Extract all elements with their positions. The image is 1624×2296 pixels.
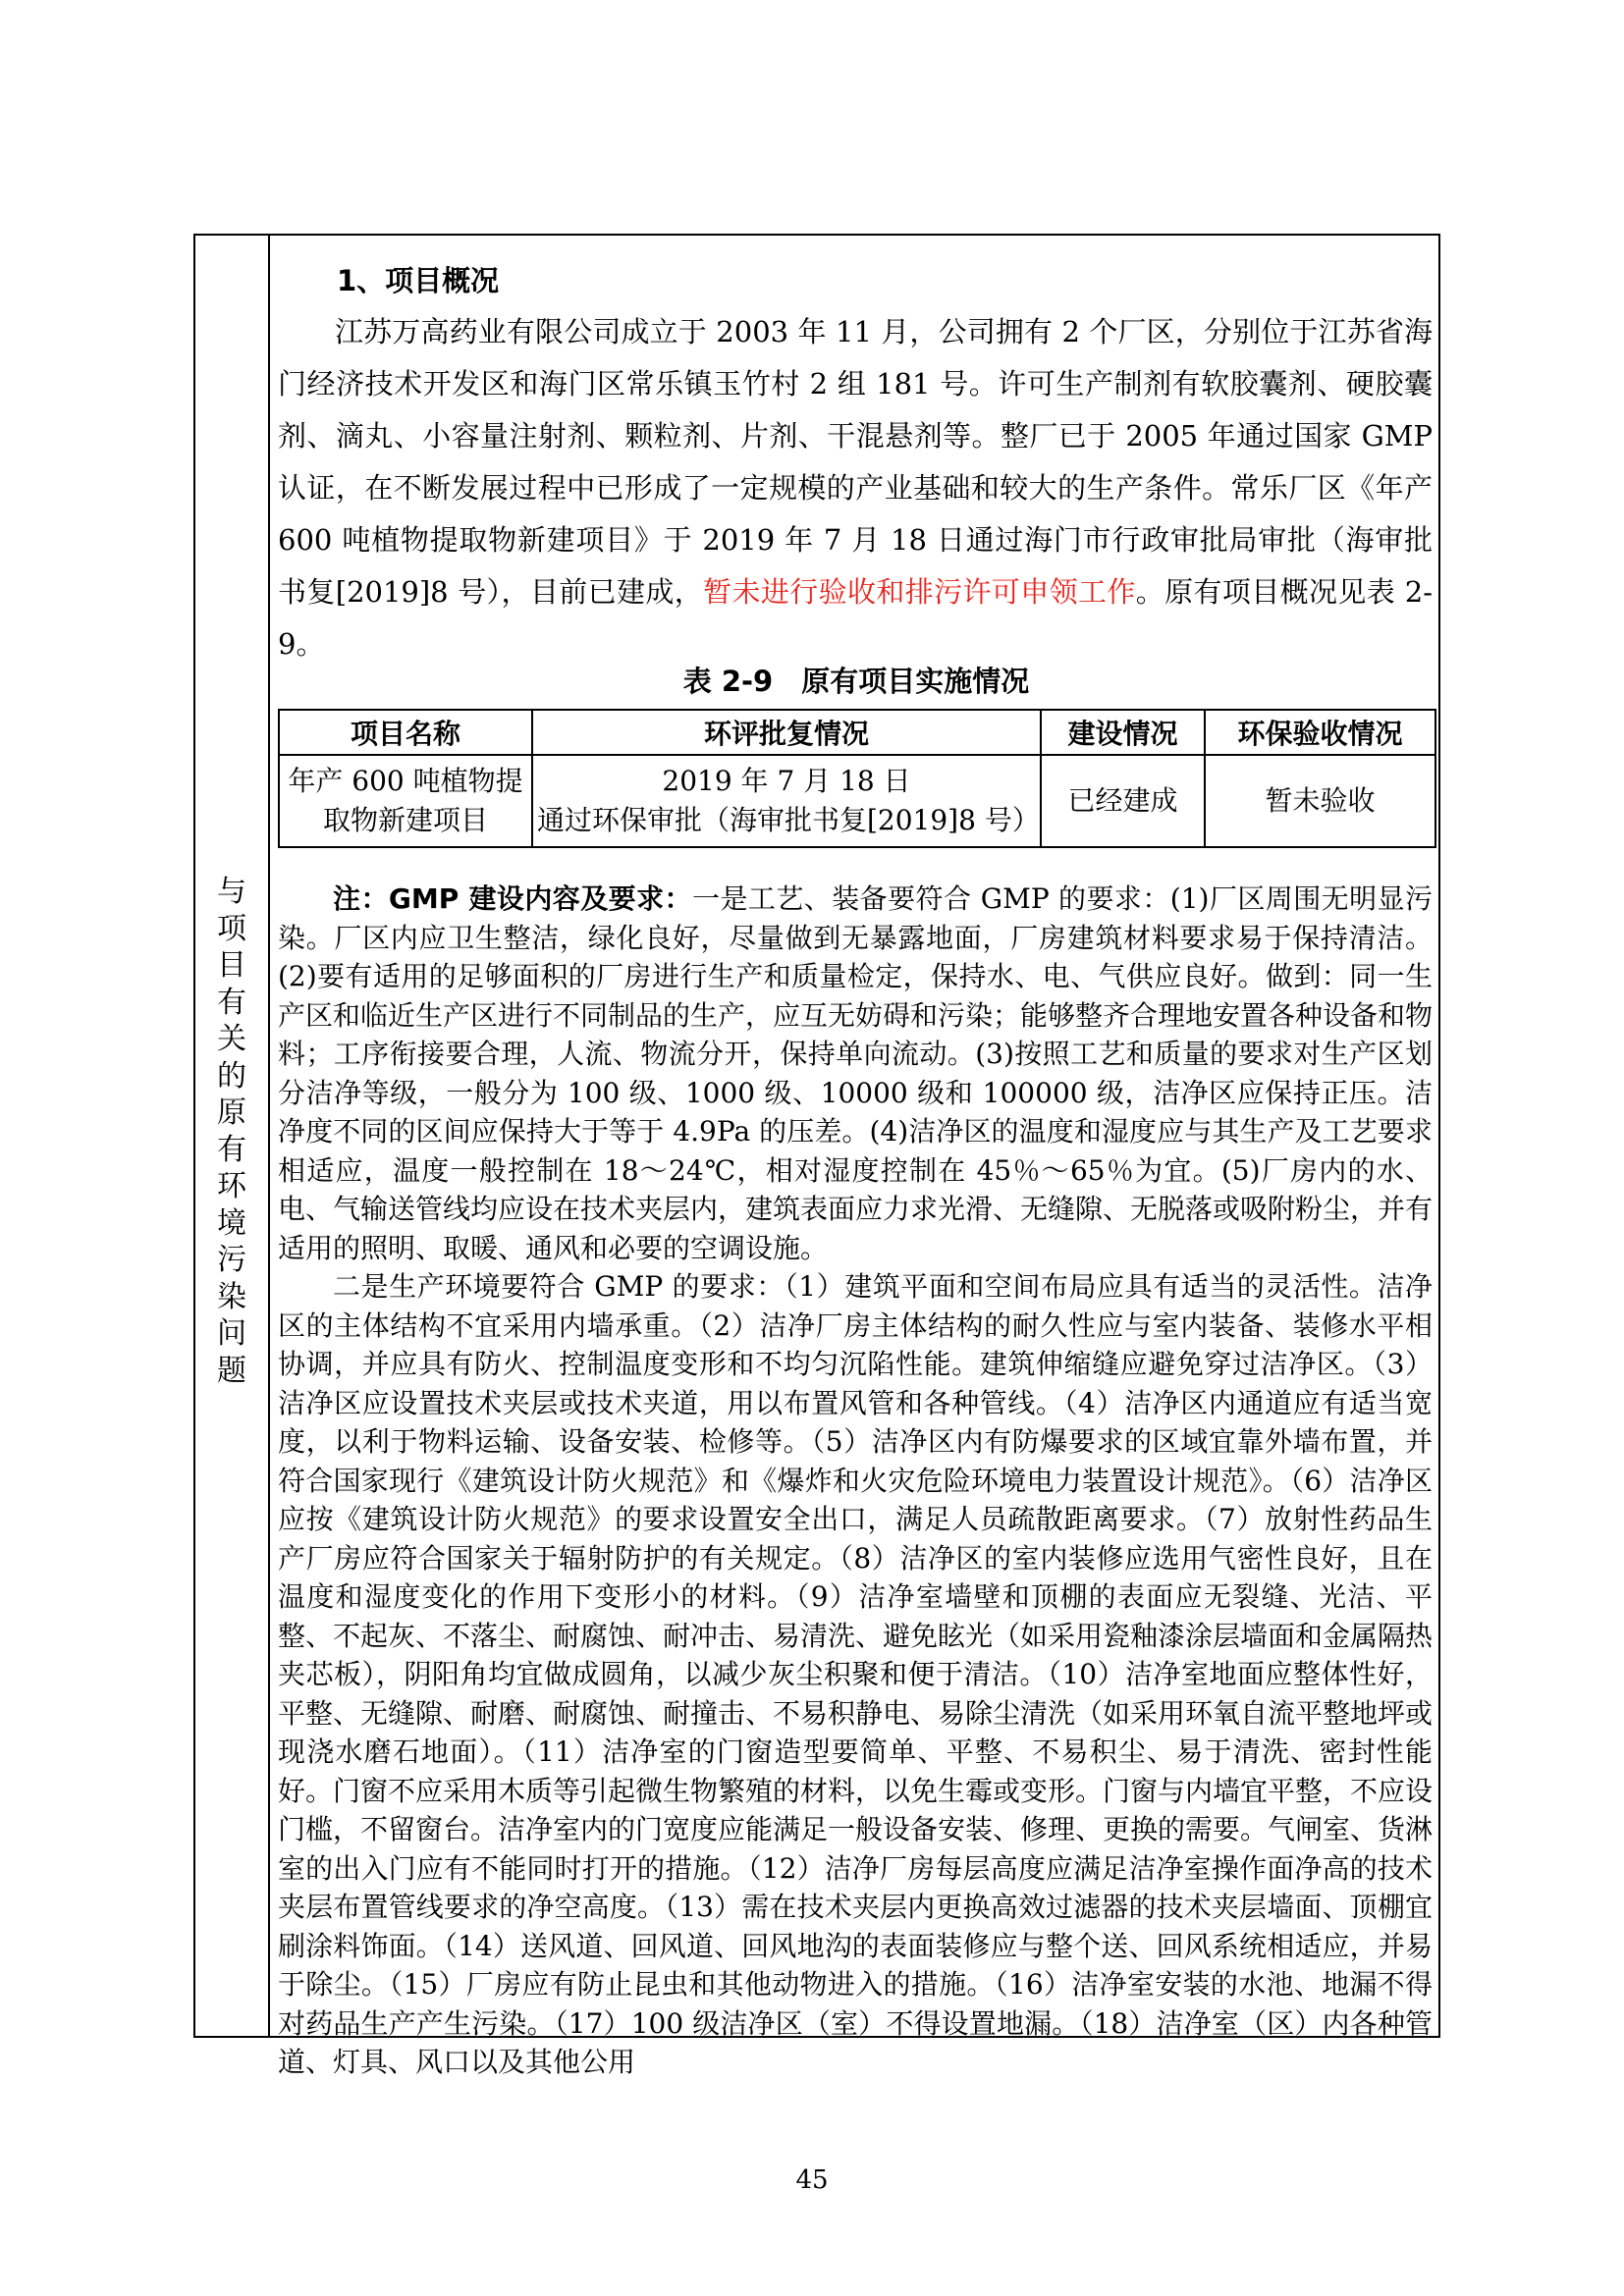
gmp-note <box>278 880 1433 2082</box>
label-char: 有 <box>217 985 246 1020</box>
section-heading: 1、项目概况 <box>337 264 500 297</box>
cell-construction: 已经建成 <box>1041 755 1205 847</box>
page-frame <box>193 234 1440 2078</box>
cell-line: 通过环保审批（海审批书复[2019]8 号） <box>537 804 1040 836</box>
table-title: 表 2-9 原有项目实施情况 <box>682 665 1030 698</box>
note-label: 注：GMP 建设内容及要求： <box>333 882 692 915</box>
label-char: 境 <box>217 1205 246 1241</box>
label-char: 与 <box>217 875 246 909</box>
overview-text: 江苏万高药业有限公司成立于 2003 年 11 月，公司拥有 2 个厂区，分别位于江苏省海门经济技术开发区和海门区常乐镇玉竹村 2 组 181 号。许可生产制剂有软胶囊剂、硬胶囊剂、滴丸、小容量注射剂、颗粒剂、片剂、干混悬剂等。整厂已于 2005 年通过国家 GMP 认证，在不断发展过程中已形成了一定规模的产业基础和较大的生产条件。常乐厂区《年产 600 吨植物提取物新建项目》于 2019 年 7 月 18 日通过海门市行政审批局审批（海审批书复[2019]8 号），目前已建成， <box>278 315 1433 609</box>
header-approval: 环评批复情况 <box>532 710 1041 755</box>
header-construction: 建设情况 <box>1041 710 1205 755</box>
label-char: 有 <box>217 1132 246 1167</box>
header-project-name: 项目名称 <box>279 710 532 755</box>
label-char: 题 <box>217 1353 246 1388</box>
table-header-row <box>279 710 1435 755</box>
overview-highlight: 暂未进行验收和排污许可申领工作 <box>703 575 1136 609</box>
cell-acceptance: 暂未验收 <box>1205 755 1435 847</box>
left-column <box>195 236 270 2036</box>
note-text-1: 一是工艺、装备要符合 GMP 的要求：(1)厂区周围无明显污染。厂区内应卫生整洁，绿化良好，尽量做到无暴露地面，厂房建筑材料要求易于保持清洁。(2)要有适用的足够面积的厂房进行生产和质量检定，保持水、电、气供应良好。做到：同一生产区和临近生产区进行不同制品的生产，应互无妨碍和污染；能够整齐合理地安置各种设备和物料；工序衔接要合理，人流、物流分开，保持单向流动。(3)按照工艺和质量的要求对生产区划分洁净等级，一般分为 100 级、1000 级、10000 级和 100000 级，洁净区应保持正压。洁净度不同的区间应保持大于等于 4.9Pa 的压差。(4)洁净区的温度和湿度应与其生产及工艺要求相适应，温度一般控制在 18～24℃，相对湿度控制在 45％～65％为宜。(5)厂房内的水、电、气输送管线均应设在技术夹层内，建筑表面应力求光滑、无缝隙、无脱落或吸附粉尘，并有适用的照明、取暖、通风和必要的空调设施。 <box>278 882 1434 1264</box>
label-char: 关 <box>217 1022 246 1056</box>
label-char: 原 <box>217 1095 246 1130</box>
label-char: 问 <box>217 1316 246 1351</box>
left-column-label <box>195 874 268 1389</box>
cell-line: 年产 600 吨植物提 <box>288 765 523 797</box>
cell-approval <box>532 755 1041 847</box>
cell-line: 2019 年 7 月 18 日 <box>662 765 911 797</box>
note-paragraph-1 <box>278 880 1433 1267</box>
label-char: 目 <box>217 948 246 983</box>
label-char: 染 <box>217 1279 246 1314</box>
project-table <box>278 709 1436 848</box>
label-char: 污 <box>217 1243 246 1277</box>
overview-text-end: 。原有项目概况见表 2-9。 <box>278 575 1433 661</box>
label-char: 的 <box>217 1058 246 1094</box>
header-acceptance: 环保验收情况 <box>1205 710 1435 755</box>
label-char: 项 <box>217 911 246 946</box>
label-char: 环 <box>217 1169 246 1203</box>
note-paragraph-2: 二是生产环境要符合 GMP 的要求：（1）建筑平面和空间布局应具有适当的灵活性。洁净区的主体结构不宜采用内墙承重。（2）洁净厂房主体结构的耐久性应与室内装备、装修水平相协调，并应具有防火、控制温度变形和不均匀沉陷性能。建筑伸缩缝应避免穿过洁净区。（3）洁净区应设置技术夹层或技术夹道，用以布置风管和各种管线。（4）洁净区内通道应有适当宽度，以利于物料运输、设备安装、检修等。（5）洁净区内有防爆要求的区域宜靠外墙布置，并符合国家现行《建筑设计防火规范》和《爆炸和火灾危险环境电力装置设计规范》。（6）洁净区应按《建筑设计防火规范》的要求设置安全出口，满足人员疏散距离要求。（7）放射性药品生产厂房应符合国家关于辐射防护的有关规定。（8）洁净区的室内装修应选用气密性良好，且在温度和湿度变化的作用下变形小的材料。（9）洁净室墙壁和顶棚的表面应无裂缝、光洁、平整、不起灰、不落尘、耐腐蚀、耐冲击、易清洗、避免眩光（如采用瓷釉漆涂层墙面和金属隔热夹芯板），阴阳角均宜做成圆角，以减少灰尘积聚和便于清洁。（10）洁净室地面应整体性好，平整、无缝隙、耐磨、耐腐蚀、耐撞击、不易积静电、易除尘清洗（如采用环氧自流平整地坪或现浇水磨石地面）。（11）洁净室的门窗造型要简单、平整、不易积尘、易于清洗、密封性能好。门窗不应采用木质等引起微生物繁殖的材料，以免生霉或变形。门窗与内墙宜平整，不应设门槛，不留窗台。洁净室内的门宽度应能满足一般设备安装、修理、更换的需要。气闸室、货淋室的出入门应有不能同时打开的措施。（12）洁净厂房每层高度应满足洁净室操作面净高的技术夹层布置管线要求的净空高度。（13）需在技术夹层内更换高效过滤器的技术夹层墙面、顶棚宜刷涂料饰面。（14）送风道、回风道、回风地沟的表面装修应与整个送、回风系统相适应，并易于除尘。（15）厂房应有防止昆虫和其他动物进入的措施。（16）洁净室安装的水池、地漏不得对药品生产产生污染。（17）100 级洁净区（室）不得设置地漏。（18）洁净室（区）内各种管道、灯具、风口以及其他公用 <box>278 1270 1434 2078</box>
table-row <box>279 755 1435 847</box>
cell-line: 取物新建项目 <box>322 804 488 836</box>
cell-project-name <box>279 755 532 847</box>
page-number: 45 <box>795 2165 829 2195</box>
overview-paragraph <box>278 306 1433 670</box>
